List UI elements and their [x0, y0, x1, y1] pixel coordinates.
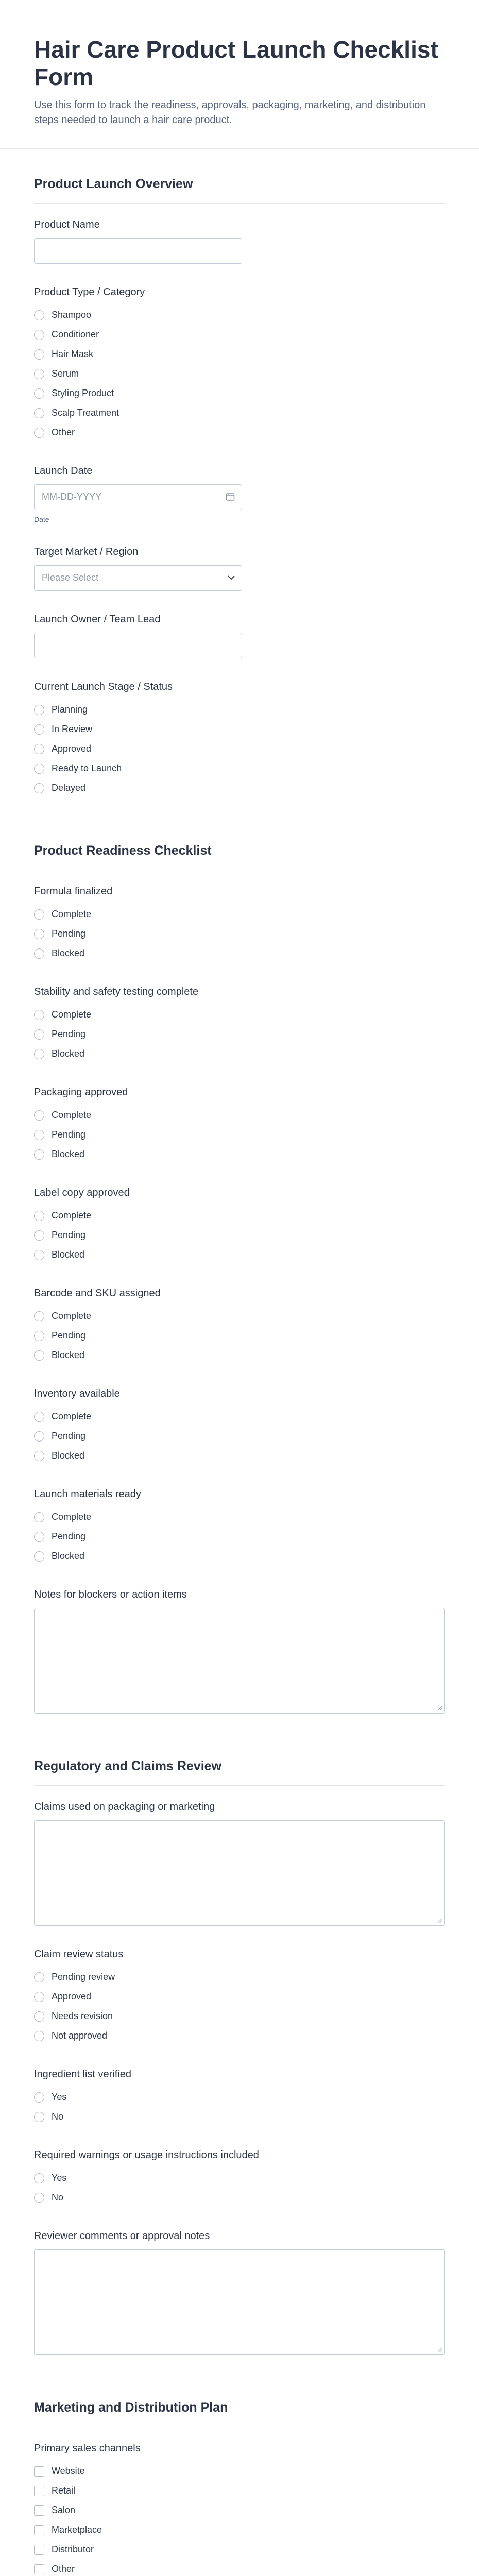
- radio-option[interactable]: [34, 924, 445, 944]
- option-label: No: [52, 2192, 64, 2203]
- radio-button[interactable]: [34, 2193, 44, 2203]
- field-product-name: [34, 219, 445, 264]
- radio-button[interactable]: [34, 948, 44, 959]
- option-label: Complete: [52, 1009, 92, 1020]
- readiness-item: [34, 1388, 445, 1466]
- radio-option[interactable]: [34, 2168, 445, 2188]
- checkbox[interactable]: [34, 2486, 44, 2496]
- field-launch-stage: [34, 681, 445, 798]
- resize-grip-icon[interactable]: [436, 1705, 442, 1711]
- field-label: Required warnings or usage instructions included: [34, 2149, 259, 2161]
- radio-option[interactable]: [34, 778, 445, 798]
- option-label: Distributor: [52, 2544, 94, 2555]
- section-header-readiness: [34, 821, 445, 870]
- option-label: Planning: [52, 704, 88, 715]
- radio-option[interactable]: [34, 1407, 445, 1427]
- option-label: Pending: [52, 1029, 86, 1040]
- field-label: Ingredient list verified: [34, 2068, 131, 2080]
- option-label: Yes: [52, 2173, 67, 2183]
- option-label: Approved: [52, 743, 92, 754]
- radio-button[interactable]: [34, 2112, 44, 2122]
- radio-option[interactable]: [34, 364, 445, 384]
- claims-textarea[interactable]: [34, 1820, 445, 1926]
- radio-button[interactable]: [34, 1350, 44, 1361]
- field-label: Stability and safety testing complete: [34, 986, 199, 997]
- field-blocker-notes: [34, 1589, 445, 1714]
- checkbox-option[interactable]: [34, 2501, 445, 2520]
- field-label: Label copy approved: [34, 1187, 130, 1198]
- field-launch-date: [34, 465, 445, 523]
- option-label: Other: [52, 2564, 75, 2574]
- radio-option[interactable]: [34, 2007, 445, 2026]
- reviewer-notes-textarea[interactable]: [34, 2249, 445, 2355]
- option-label: Conditioner: [52, 329, 99, 340]
- form-title: Hair Care Product Launch Checklist Form: [34, 36, 438, 90]
- option-label: Pending: [52, 1330, 86, 1341]
- checkbox[interactable]: [34, 2505, 44, 2516]
- section-title: Product Launch Overview: [34, 176, 193, 191]
- radio-button[interactable]: [34, 1331, 44, 1341]
- radio-button[interactable]: [34, 1010, 44, 1020]
- radio-button[interactable]: [34, 1311, 44, 1321]
- radio-button[interactable]: [34, 1992, 44, 2002]
- option-label: Other: [52, 427, 75, 438]
- checkbox-option[interactable]: [34, 2560, 445, 2576]
- radio-button[interactable]: [34, 1110, 44, 1121]
- option-label: No: [52, 2111, 64, 2122]
- field-label: Target Market / Region: [34, 546, 139, 557]
- radio-option[interactable]: [34, 2188, 445, 2208]
- radio-button[interactable]: [34, 1149, 44, 1160]
- radio-option[interactable]: [34, 700, 445, 720]
- field-sales-channels: [34, 2443, 445, 2576]
- radio-button[interactable]: [34, 1049, 44, 1059]
- readiness-item: [34, 986, 445, 1064]
- radio-button[interactable]: [34, 705, 44, 715]
- radio-button[interactable]: [34, 330, 44, 340]
- radio-button[interactable]: [34, 1532, 44, 1542]
- checkbox-option[interactable]: [34, 2462, 445, 2481]
- radio-button[interactable]: [34, 2173, 44, 2183]
- field-label: Barcode and SKU assigned: [34, 1287, 161, 1299]
- radio-button[interactable]: [34, 1130, 44, 1140]
- section-title: Marketing and Distribution Plan: [34, 2400, 228, 2415]
- option-label: Delayed: [52, 783, 86, 793]
- option-label: Styling Product: [52, 388, 114, 399]
- checkbox-option[interactable]: [34, 2481, 445, 2501]
- option-label: Blocked: [52, 1149, 85, 1160]
- option-label: Website: [52, 2466, 85, 2477]
- section-title: Product Readiness Checklist: [34, 843, 212, 858]
- form-subtitle: Use this form to track the readiness, approvals, packaging, marketing, and distribution steps needed to launch a hair care product.: [34, 99, 426, 126]
- option-label: Complete: [52, 1311, 92, 1321]
- radio-button[interactable]: [34, 1451, 44, 1461]
- option-label: Complete: [52, 909, 92, 920]
- radio-option[interactable]: [34, 1547, 445, 1566]
- radio-option[interactable]: [34, 720, 445, 739]
- option-label: Approved: [52, 1991, 92, 2002]
- option-label: Blocked: [52, 1350, 85, 1361]
- launch-date-picker: [34, 484, 242, 510]
- checkbox-option[interactable]: [34, 2520, 445, 2540]
- option-label: Marketplace: [52, 2524, 102, 2535]
- section-title: Regulatory and Claims Review: [34, 1758, 222, 1773]
- field-label: Current Launch Stage / Status: [34, 681, 173, 692]
- radio-option[interactable]: [34, 905, 445, 924]
- readiness-item: [34, 1287, 445, 1365]
- resize-grip-icon[interactable]: [436, 2346, 442, 2352]
- radio-button[interactable]: [34, 369, 44, 379]
- launch-date-input[interactable]: [34, 484, 242, 510]
- radio-button[interactable]: [34, 2011, 44, 2022]
- option-label: Shampoo: [52, 310, 92, 320]
- option-label: Blocked: [52, 1249, 85, 1260]
- radio-option[interactable]: [34, 1427, 445, 1446]
- calendar-icon[interactable]: [226, 492, 235, 501]
- chevron-down-icon: [228, 575, 235, 580]
- field-claims: [34, 1801, 445, 1926]
- option-list: [34, 1106, 445, 1164]
- checkbox[interactable]: [34, 2545, 44, 2555]
- radio-button[interactable]: [34, 388, 44, 399]
- option-label: Blocked: [52, 1551, 85, 1562]
- radio-option[interactable]: [34, 423, 445, 443]
- radio-option[interactable]: [34, 1044, 445, 1064]
- readiness-item: [34, 1187, 445, 1265]
- option-label: Pending review: [52, 1972, 115, 1982]
- radio-button[interactable]: [34, 428, 44, 438]
- radio-button[interactable]: [34, 2031, 44, 2041]
- checkbox[interactable]: [34, 2564, 44, 2574]
- checklist-form: [0, 149, 479, 2576]
- option-label: Yes: [52, 2092, 67, 2103]
- radio-button[interactable]: [34, 1431, 44, 1442]
- field-reviewer-notes: [34, 2230, 445, 2355]
- radio-option[interactable]: [34, 1245, 445, 1265]
- radio-button[interactable]: [34, 1230, 44, 1241]
- option-list: [34, 306, 445, 443]
- option-label: Blocked: [52, 1450, 85, 1461]
- radio-button[interactable]: [34, 1211, 44, 1221]
- radio-button[interactable]: [34, 1972, 44, 1982]
- readiness-items: [34, 886, 445, 1566]
- radio-option[interactable]: [34, 759, 445, 778]
- resize-grip-icon[interactable]: [436, 1917, 442, 1923]
- option-list: [34, 1507, 445, 1566]
- radio-option[interactable]: [34, 1968, 445, 1987]
- radio-option[interactable]: [34, 1005, 445, 1025]
- field-warnings: [34, 2149, 445, 2208]
- radio-option[interactable]: [34, 2088, 445, 2107]
- radio-button[interactable]: [34, 408, 44, 418]
- date-sublabel: Date: [34, 515, 49, 523]
- form-header: [0, 0, 479, 149]
- checkbox[interactable]: [34, 2466, 44, 2477]
- radio-button[interactable]: [34, 1551, 44, 1562]
- option-label: Complete: [52, 1210, 92, 1221]
- field-label: Product Type / Category: [34, 286, 145, 298]
- option-label: Complete: [52, 1512, 92, 1522]
- radio-option[interactable]: [34, 1326, 445, 1346]
- radio-button[interactable]: [34, 310, 44, 320]
- field-launch-owner: [34, 614, 445, 658]
- option-list: [34, 905, 445, 963]
- radio-option[interactable]: [34, 1025, 445, 1044]
- option-label: Scalp Treatment: [52, 408, 119, 418]
- radio-button[interactable]: [34, 1029, 44, 1040]
- field-claim-status: [34, 1948, 445, 2046]
- radio-option[interactable]: [34, 1987, 445, 2007]
- option-label: Ready to Launch: [52, 763, 122, 774]
- field-label: Claim review status: [34, 1948, 124, 1960]
- option-label: Salon: [52, 2505, 76, 2516]
- radio-option[interactable]: [34, 1106, 445, 1125]
- field-label: Claims used on packaging or marketing: [34, 1801, 215, 1812]
- option-list: [34, 1206, 445, 1265]
- option-list: [34, 2168, 445, 2208]
- option-list: [34, 1968, 445, 2046]
- option-list: [34, 1407, 445, 1466]
- field-label: Launch materials ready: [34, 1488, 141, 1500]
- radio-button[interactable]: [34, 764, 44, 774]
- radio-option[interactable]: [34, 306, 445, 325]
- field-label: Launch Date: [34, 465, 93, 477]
- radio-option[interactable]: [34, 1346, 445, 1365]
- readiness-item: [34, 1488, 445, 1566]
- product-name-input[interactable]: [34, 238, 242, 264]
- radio-button[interactable]: [34, 349, 44, 360]
- radio-option[interactable]: [34, 1125, 445, 1145]
- radio-option[interactable]: [34, 1226, 445, 1245]
- radio-option[interactable]: [34, 384, 445, 403]
- option-list: [34, 2088, 445, 2127]
- option-label: Blocked: [52, 948, 85, 959]
- radio-button[interactable]: [34, 1412, 44, 1422]
- readiness-item: [34, 1087, 445, 1164]
- field-label: Inventory available: [34, 1387, 120, 1399]
- field-label: Launch Owner / Team Lead: [34, 613, 161, 625]
- radio-button[interactable]: [34, 909, 44, 920]
- radio-option[interactable]: [34, 1145, 445, 1164]
- select-value: Please Select: [34, 565, 242, 591]
- radio-option[interactable]: [34, 739, 445, 759]
- radio-button[interactable]: [34, 783, 44, 793]
- checkbox-option[interactable]: [34, 2540, 445, 2560]
- radio-option[interactable]: [34, 325, 445, 345]
- radio-option[interactable]: [34, 1446, 445, 1466]
- radio-option[interactable]: [34, 1206, 445, 1226]
- field-label: Notes for blockers or action items: [34, 1588, 187, 1600]
- option-label: Needs revision: [52, 2011, 113, 2022]
- radio-button[interactable]: [34, 2092, 44, 2103]
- radio-option[interactable]: [34, 1307, 445, 1326]
- radio-option[interactable]: [34, 2026, 445, 2046]
- section-header-regulatory: [34, 1736, 445, 1786]
- field-product-type: [34, 286, 445, 443]
- option-list: [34, 1307, 445, 1365]
- option-label: Pending: [52, 928, 86, 939]
- checkbox[interactable]: [34, 2525, 44, 2535]
- option-label: Complete: [52, 1110, 92, 1121]
- option-label: Pending: [52, 1431, 86, 1442]
- target-market-select[interactable]: [34, 565, 242, 591]
- option-label: Retail: [52, 2485, 76, 2496]
- radio-button[interactable]: [34, 744, 44, 754]
- option-list: [34, 700, 445, 798]
- section-header-overview: [34, 154, 445, 204]
- field-label: Reviewer comments or approval notes: [34, 2230, 210, 2242]
- radio-button[interactable]: [34, 1512, 44, 1522]
- radio-option[interactable]: [34, 1527, 445, 1547]
- radio-button[interactable]: [34, 724, 44, 735]
- launch-owner-input[interactable]: [34, 633, 242, 658]
- section-header-marketing: [34, 2378, 445, 2427]
- option-label: Pending: [52, 1129, 86, 1140]
- radio-option[interactable]: [34, 345, 445, 364]
- option-list: [34, 1005, 445, 1064]
- option-label: Pending: [52, 1531, 86, 1542]
- radio-option[interactable]: [34, 944, 445, 963]
- option-list: [34, 2462, 445, 2576]
- field-label: Primary sales channels: [34, 2442, 141, 2454]
- radio-option[interactable]: [34, 403, 445, 423]
- field-label: Formula finalized: [34, 885, 113, 897]
- field-ingredients-verified: [34, 2069, 445, 2127]
- option-label: Blocked: [52, 1048, 85, 1059]
- field-label: Packaging approved: [34, 1086, 128, 1098]
- option-label: Not approved: [52, 2030, 108, 2041]
- option-label: Pending: [52, 1230, 86, 1241]
- option-label: In Review: [52, 724, 93, 735]
- field-target-market: [34, 546, 445, 591]
- radio-button[interactable]: [34, 1250, 44, 1260]
- radio-option[interactable]: [34, 1507, 445, 1527]
- option-label: Complete: [52, 1411, 92, 1422]
- blocker-notes-textarea[interactable]: [34, 1608, 445, 1714]
- option-label: Hair Mask: [52, 349, 94, 360]
- option-label: Serum: [52, 368, 79, 379]
- radio-button[interactable]: [34, 929, 44, 939]
- radio-option[interactable]: [34, 2107, 445, 2127]
- field-label: Product Name: [34, 218, 100, 230]
- readiness-item: [34, 886, 445, 963]
